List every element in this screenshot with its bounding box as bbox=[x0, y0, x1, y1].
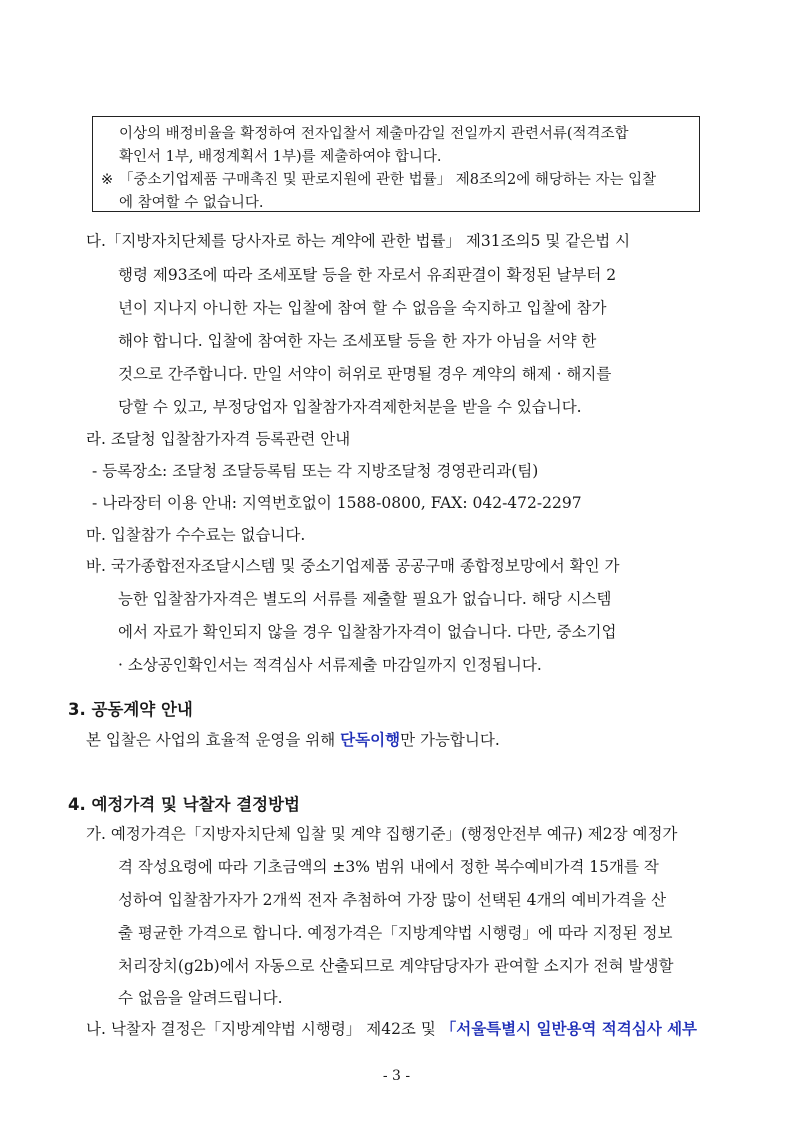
notice-line: 이상의 배정비율을 확정하여 전자입찰서 제출마감일 전일까지 관련서류(적격조합 bbox=[119, 126, 629, 142]
section-3-highlight: 단독이행 bbox=[340, 731, 401, 749]
item-ba-line: 능한 입찰참가자격은 별도의 서류를 제출할 필요가 없습니다. 해당 시스템 bbox=[118, 590, 612, 608]
item-ra-title: 라. 조달청 입찰참가자격 등록관련 안내 bbox=[86, 430, 351, 448]
section-3-heading: 3. 공동계약 안내 bbox=[68, 700, 193, 719]
item-ba-line: 에서 자료가 확인되지 않을 경우 입찰참가자격이 없습니다. 다만, 중소기업 bbox=[118, 623, 617, 641]
section-3-text bbox=[86, 729, 500, 751]
item-ba-line: · 소상공인확인서는 적격심사 서류제출 마감일까지 인정됩니다. bbox=[118, 656, 542, 674]
item-ma: 마. 입찰참가 수수료는 없습니다. bbox=[86, 526, 306, 544]
reference-mark: ※ bbox=[101, 172, 114, 188]
section-4-ga-line: 격 작성요령에 따라 기초금액의 ±3% 범위 내에서 정한 복수예비가격 15개를 작 bbox=[118, 858, 659, 876]
notice-note-line: 에 참여할 수 없습니다. bbox=[119, 195, 264, 211]
section-3-text-before: 본 입찰은 사업의 효율적 운영을 위해 bbox=[86, 731, 341, 749]
section-4-na-highlight: 「서울특별시 일반용역 적격심사 세부 bbox=[440, 1020, 698, 1038]
section-4-ga-line: 성하여 입찰참가자가 2개씩 전자 추첨하여 가장 많이 선택된 4개의 예비가격을 산 bbox=[118, 891, 667, 909]
item-da-line: 당할 수 있고, 부정당업자 입찰참가자격제한처분을 받을 수 있습니다. bbox=[118, 398, 582, 416]
section-4-heading: 4. 예정가격 및 낙찰자 결정방법 bbox=[68, 795, 300, 814]
section-4-ga-line: 처리장치(g2b)에서 자동으로 산출되므로 계약담당자가 관여할 소지가 전혀 발생할 bbox=[118, 957, 674, 975]
notice-note-line: 「중소기업제품 구매촉진 및 판로지원에 관한 법률」 제8조의2에 해당하는 자는 입찰 bbox=[119, 172, 657, 188]
item-da-line: 해야 합니다. 입찰에 참여한 자는 조세포탈 등을 한 자가 아님을 서약 한 bbox=[118, 332, 597, 350]
section-4-ga-line: 수 없음을 알려드립니다. bbox=[118, 989, 283, 1007]
item-da-line: 행령 제93조에 따라 조세포탈 등을 한 자로서 유죄판결이 확정된 날부터 2 bbox=[118, 266, 617, 284]
item-da-line: 다.「지방자치단체를 당사자로 하는 계약에 관한 법률」 제31조의5 및 같은법 시 bbox=[86, 232, 631, 250]
item-ra-sub: - 나라장터 이용 안내: 지역번호없이 1588-0800, FAX: 042-472-2297 bbox=[92, 494, 582, 512]
item-da-line: 것으로 간주합니다. 만일 서약이 허위로 판명될 경우 계약의 해제 · 해지를 bbox=[118, 365, 612, 383]
item-ra-sub: - 등록장소: 조달청 조달등록팀 또는 각 지방조달청 경영관리과(팀) bbox=[92, 462, 539, 480]
section-4-ga-line: 출 평균한 가격으로 합니다. 예정가격은「지방계약법 시행령」에 따라 지정된 정보 bbox=[118, 924, 673, 942]
section-3-text-after: 만 가능합니다. bbox=[400, 731, 500, 749]
section-4-ga-line: 가. 예정가격은「지방자치단체 입찰 및 계약 집행기준」(행정안전부 예규) 제2장 예정가 bbox=[86, 825, 678, 843]
item-da-line: 년이 지나지 아니한 자는 입찰에 참여 할 수 없음을 숙지하고 입찰에 참가 bbox=[118, 299, 607, 317]
page-number: - 3 - bbox=[382, 1068, 411, 1084]
section-4-na bbox=[86, 1018, 697, 1040]
item-ba-line: 바. 국가종합전자조달시스템 및 중소기업제품 공공구매 종합정보망에서 확인 가 bbox=[86, 557, 620, 575]
notice-line: 확인서 1부, 배정계획서 1부)를 제출하여야 합니다. bbox=[119, 149, 442, 165]
notice-note bbox=[101, 169, 691, 192]
section-4-na-text: 나. 낙찰자 결정은「지방계약법 시행령」 제42조 및 bbox=[86, 1020, 441, 1038]
notice-box bbox=[92, 116, 700, 212]
